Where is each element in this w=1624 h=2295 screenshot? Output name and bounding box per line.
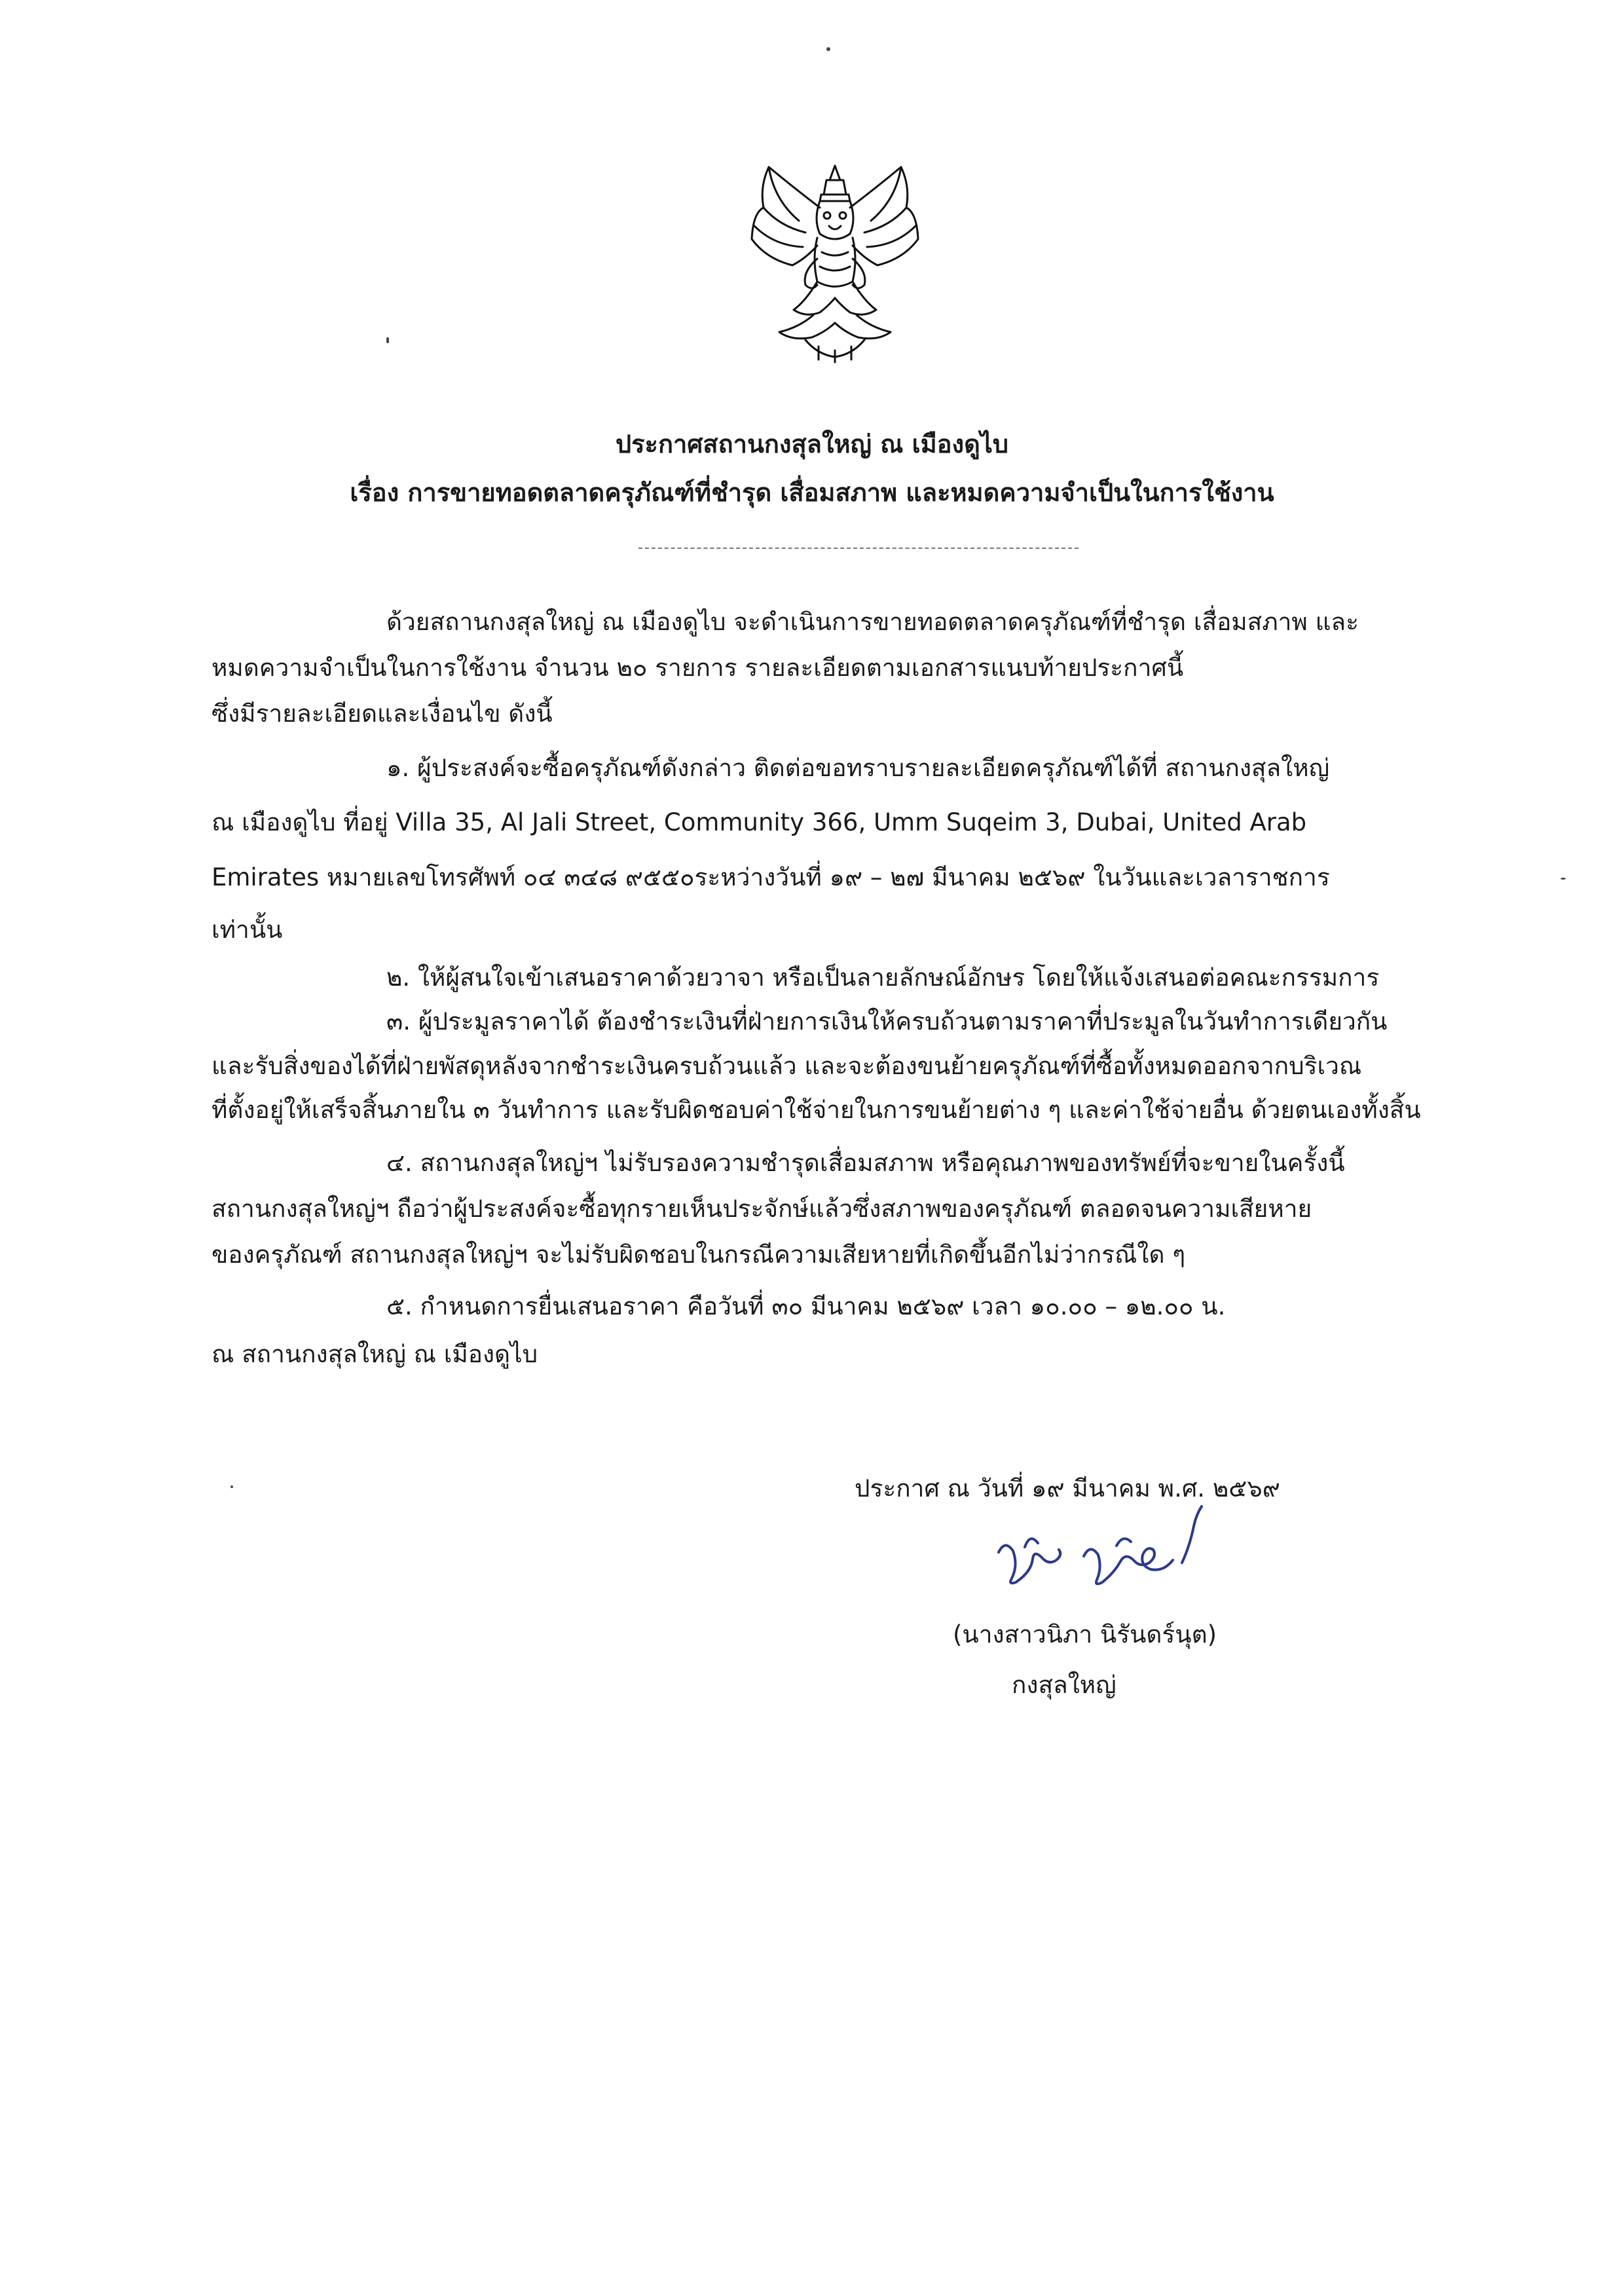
signer-name: (นางสาวนิภา นิรันดร์นุต) xyxy=(953,1620,1217,1649)
document-title: ประกาศสถานกงสุลใหญ่ ณ เมืองดูไบ xyxy=(616,430,1008,458)
handwritten-signature-icon xyxy=(986,1500,1221,1598)
garuda-emblem-icon xyxy=(740,160,930,364)
item-5-line-1: ๕. กำหนดการยื่นเสนอราคา คือวันที่ ๓๐ มีนาคม ๒๕๖๙ เวลา ๑๐.๐๐ – ๑๒.๐๐ น. xyxy=(386,1292,1226,1320)
intro-line-3: ซึ่งมีรายละเอียดและเงื่อนไข ดังนี้ xyxy=(212,700,553,728)
item-4-line-2: สถานกงสุลใหญ่ฯ ถือว่าผู้ประสงค์จะซื้อทุกรายเห็นประจักษ์แล้วซึ่งสภาพของครุภัณฑ์ ตลอดจนความเสียหาย xyxy=(212,1195,1312,1223)
item-3-line-2: และรับสิ่งของได้ที่ฝ่ายพัสดุหลังจากชำระเงินครบถ้วนแล้ว และจะต้องขนย้ายครุภัณฑ์ที่ซื้อทั้งหมดออกจากบริเวณ xyxy=(212,1052,1362,1080)
item-1-line-2: ณ เมืองดูไบ ที่อยู่ Villa 35, Al Jali Street, Community 366, Umm Suqeim 3, Dubai, United Arab xyxy=(212,808,1307,836)
item-3-line-1: ๓. ผู้ประมูลราคาได้ ต้องชำระเงินที่ฝ่ายการเงินให้ครบถ้วนตามราคาที่ประมูลในวันทำการเดียวกัน xyxy=(386,1007,1388,1036)
item-4-line-1: ๔. สถานกงสุลใหญ่ฯ ไม่รับรองความชำรุดเสื่อมสภาพ หรือคุณภาพของทรัพย์ที่จะขายในครั้งนี้ xyxy=(386,1149,1345,1177)
item-1-line-3: Emirates หมายเลขโทรศัพท์ ๐๔ ๓๔๘ ๙๕๕๐ระหว่างวันที่ ๑๙ – ๒๗ มีนาคม ๒๕๖๙ ในวันและเวลาราชการ xyxy=(212,863,1330,891)
title-divider xyxy=(638,548,1079,549)
item-3-line-3: ที่ตั้งอยู่ให้เสร็จสิ้นภายใน ๓ วันทำการ และรับผิดชอบค่าใช้จ่ายในการขนย้ายต่าง ๆ และค่าใช้จ่ายอื่น ด้วยตนเองทั้งสิ้น xyxy=(212,1096,1421,1124)
item-5-line-2: ณ สถานกงสุลใหญ่ ณ เมืองดูไบ xyxy=(212,1340,538,1368)
scan-speck xyxy=(231,1485,233,1488)
scan-speck xyxy=(386,337,389,343)
item-1-line-1: ๑. ผู้ประสงค์จะซื้อครุภัณฑ์ดังกล่าว ติดต่อขอทราบรายละเอียดครุภัณฑ์ได้ที่ สถานกงสุลใหญ่ xyxy=(386,754,1330,782)
document-subject: เรื่อง การขายทอดตลาดครุภัณฑ์ที่ชำรุด เสื่อมสภาพ และหมดความจำเป็นในการใช้งาน xyxy=(350,478,1274,507)
scan-speck xyxy=(1560,878,1566,880)
signer-title: กงสุลใหญ่ xyxy=(1012,1671,1116,1699)
announcement-date: ประกาศ ณ วันที่ ๑๙ มีนาคม พ.ศ. ๒๕๖๙ xyxy=(855,1474,1280,1502)
item-4-line-3: ของครุภัณฑ์ สถานกงสุลใหญ่ฯ จะไม่รับผิดชอบในกรณีความเสียหายที่เกิดขึ้นอีกไม่ว่ากรณีใด ๆ xyxy=(212,1241,1186,1269)
item-2-line-1: ๒. ให้ผู้สนใจเข้าเสนอราคาด้วยวาจา หรือเป็นลายลักษณ์อักษร โดยให้แจ้งเสนอต่อคณะกรรมการ xyxy=(386,963,1380,992)
scan-speck xyxy=(826,47,830,51)
intro-line-1: ด้วยสถานกงสุลใหญ่ ณ เมืองดูไบ จะดำเนินการขายทอดตลาดครุภัณฑ์ที่ชำรุด เสื่อมสภาพ และ xyxy=(386,608,1359,636)
intro-line-2: หมดความจำเป็นในการใช้งาน จำนวน ๒๐ รายการ รายละเอียดตามเอกสารแนบท้ายประกาศนี้ xyxy=(212,654,1184,682)
item-1-line-4: เท่านั้น xyxy=(212,916,283,944)
